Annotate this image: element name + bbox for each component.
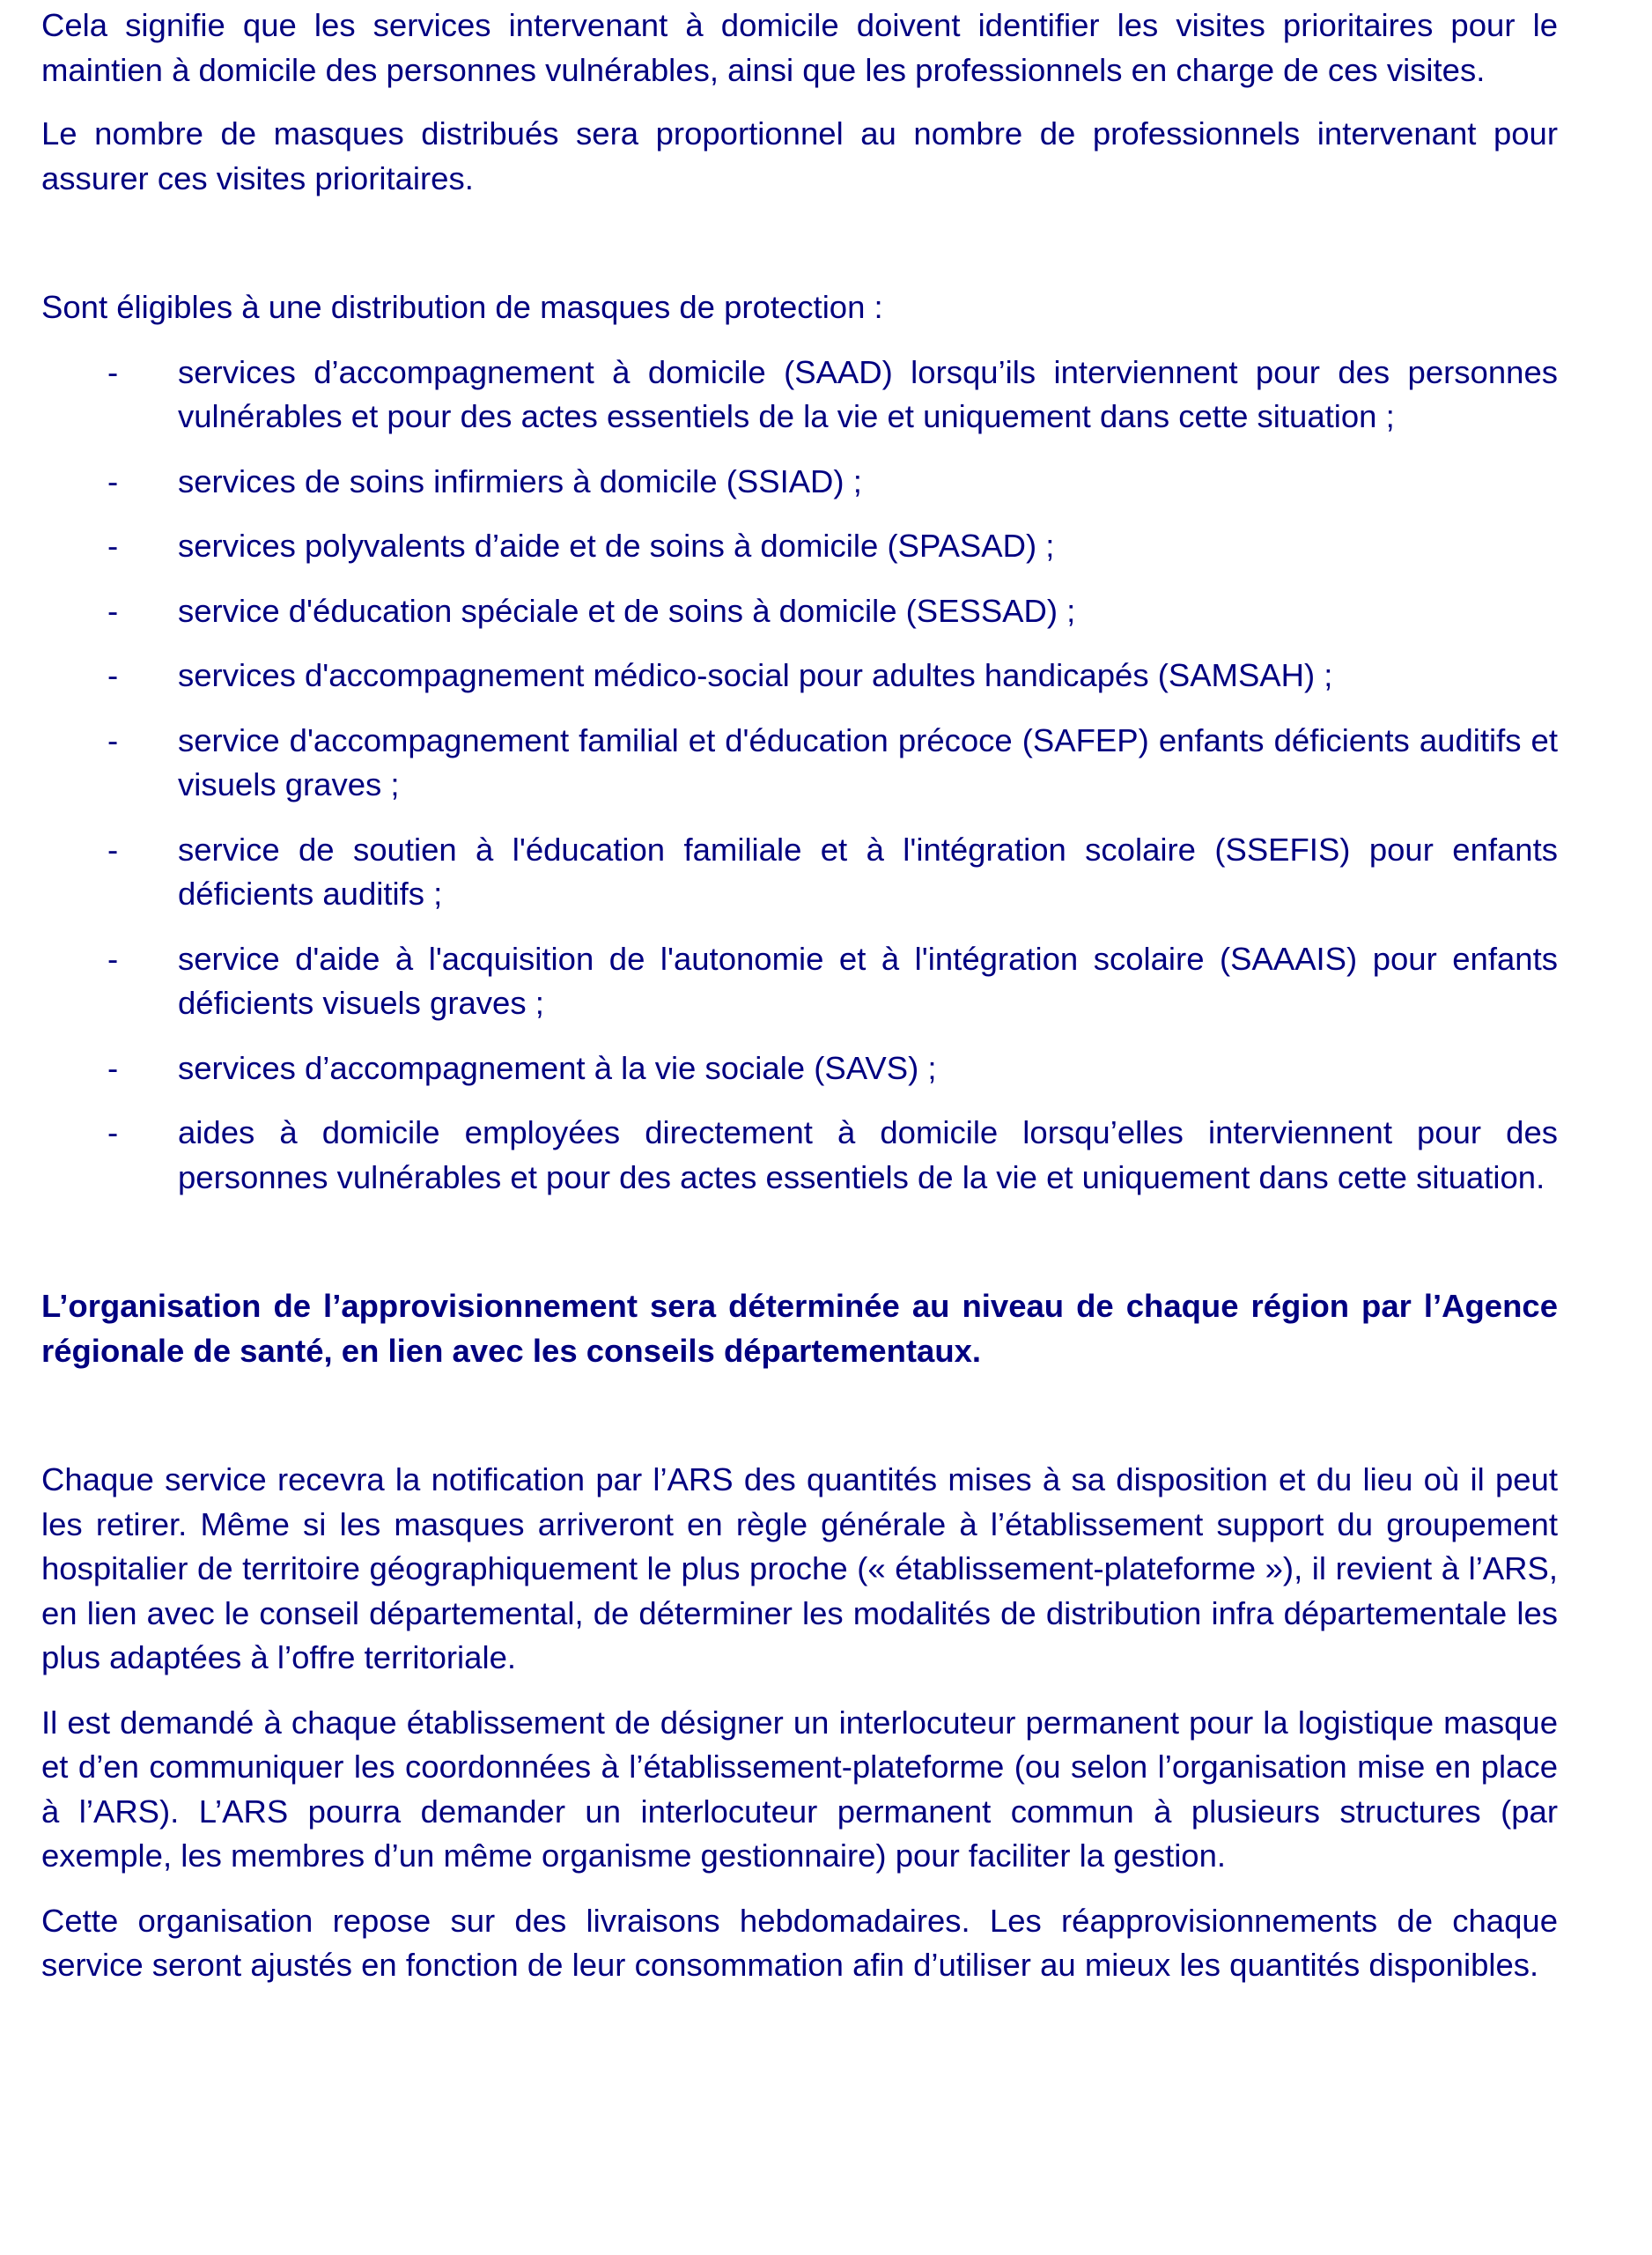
list-item [41,460,1558,505]
bullet-dash: - [107,1049,119,1086]
bullet-dash: - [107,657,119,693]
bold-statement: L’organisation de l’approvisionnement sera déterminée au niveau de chaque région par l’Agence régionale de santé, en lien avec les conseils départementaux. [41,1288,1558,1369]
bullet-dash: - [107,831,119,868]
bullet-dash: - [107,353,119,390]
body-paragraph: Cette organisation repose sur des livraisons hebdomadaires. Les réapprovisionnements de chaque service seront ajustés en fonction de leur consommation afin d’utiliser au mieux les quantités disponibles. [41,1902,1558,1983]
body-paragraph: Cela signifie que les services intervenant à domicile doivent identifier les visites prioritaires pour le maintien à domicile des personnes vulnérables, ainsi que les professionnels en charge de ces visites. [41,7,1558,88]
bullet-dash: - [107,528,119,564]
list-item-text: service d'aide à l'acquisition de l'autonomie et à l'intégration scolaire (SAAAIS) pour enfants déficients visuels graves ; [178,940,1558,1021]
list-item [41,1046,1558,1091]
bullet-dash: - [107,940,119,977]
body-paragraph: Il est demandé à chaque établissement de désigner un interlocuteur permanent pour la logistique masque et d’en communiquer les coordonnées à l’établissement-plateforme (ou selon l’organisation mise en place à l’ARS). L’ARS pourra demander un interlocuteur permanent commun à plusieurs structures (par exemple, les membres d’un même organisme gestionnaire) pour faciliter la gestion. [41,1704,1558,1874]
list-item-text: services polyvalents d’aide et de soins à domicile (SPASAD) ; [178,528,1055,564]
bullet-dash: - [107,592,119,629]
list-item [41,1111,1558,1200]
list-item-text: services d'accompagnement médico-social pour adultes handicapés (SAMSAH) ; [178,657,1333,693]
bullet-dash: - [107,1114,119,1150]
list-item-text: aides à domicile employées directement à domicile lorsqu’elles interviennent pour des personnes vulnérables et pour des actes essentiels de la vie et uniquement dans cette situation. [178,1114,1558,1195]
list-item [41,719,1558,808]
list-item [41,654,1558,699]
bullet-dash: - [107,462,119,499]
list-item [41,524,1558,569]
list-item-text: service d'accompagnement familial et d'éducation précoce (SAFEP) enfants déficients auditifs et visuels graves ; [178,721,1558,802]
body-paragraph: Le nombre de masques distribués sera proportionnel au nombre de professionnels intervenant pour assurer ces visites prioritaires. [41,115,1558,196]
list-item [41,937,1558,1026]
document-page [41,0,1558,1988]
bullet-dash: - [107,721,119,758]
list-item-text: service de soutien à l'éducation familiale et à l'intégration scolaire (SSEFIS) pour enfants déficients auditifs ; [178,831,1558,912]
body-paragraph: Chaque service recevra la notification par l’ARS des quantités mises à sa disposition et du lieu où il peut les retirer. Même si les masques arriveront en règle générale à l’établissement support du groupement hospitalier de territoire géographiquement le plus proche (« établissement-plateforme »), il revient à l’ARS, en lien avec le conseil départemental, de déterminer les modalités de distribution infra départementale les plus adaptées à l’offre territoriale. [41,1461,1558,1675]
list-item-text: services d’accompagnement à la vie sociale (SAVS) ; [178,1049,937,1086]
list-item-text: services d’accompagnement à domicile (SAAD) lorsqu’ils interviennent pour des personnes vulnérables et pour des actes essentiels de la vie et uniquement dans cette situation ; [178,353,1558,434]
list-item [41,828,1558,917]
list-item [41,589,1558,634]
eligibility-intro: Sont éligibles à une distribution de masques de protection : [41,289,883,325]
list-item-text: services de soins infirmiers à domicile (SSIAD) ; [178,462,862,499]
eligible-services-list [41,351,1558,1201]
list-item [41,351,1558,440]
list-item-text: service d'éducation spéciale et de soins à domicile (SESSAD) ; [178,592,1076,629]
